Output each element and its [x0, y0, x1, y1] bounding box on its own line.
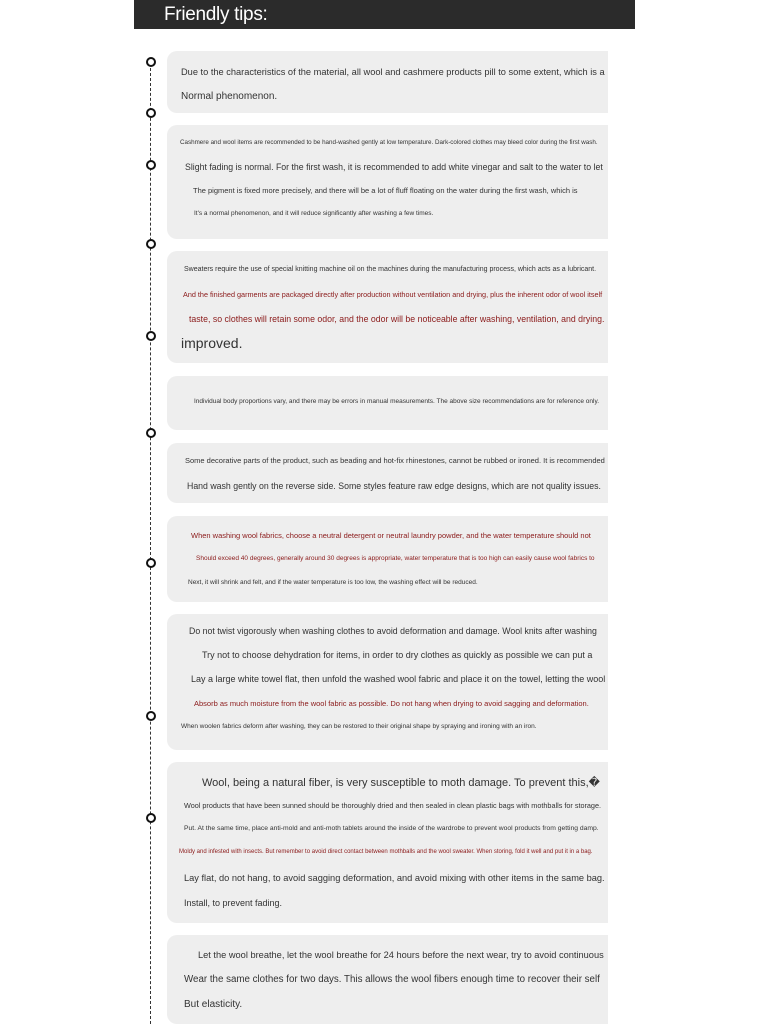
tip-line: When washing wool fabrics, choose a neutral detergent or neutral laundry powder, and the water temperature should not: [191, 531, 591, 540]
timeline-dot: [146, 57, 156, 67]
tip-card-4: [167, 376, 608, 430]
tip-line: When woolen fabrics deform after washing, they can be restored to their original shape by spraying and ironing with an iron.: [181, 723, 537, 730]
tip-line: Due to the characteristics of the material, all wool and cashmere products pill to some extent, which is a: [181, 67, 605, 77]
timeline-dot: [146, 160, 156, 170]
tip-line: Sweaters require the use of special knitting machine oil on the machines during the manufacturing process, which acts as a lubricant.: [184, 266, 597, 273]
timeline-dot: [146, 711, 156, 721]
tip-line: Let the wool breathe, let the wool breathe for 24 hours before the next wear, try to avoid continuous: [198, 950, 604, 960]
timeline-dot: [146, 813, 156, 823]
timeline-dot: [146, 428, 156, 438]
tip-line: Try not to choose dehydration for items, in order to dry clothes as quickly as possible we can put a: [202, 650, 593, 660]
tip-line: Should exceed 40 degrees, generally around 30 degrees is appropriate, water temperature that is too high can easily cause wool fabrics to: [196, 555, 595, 562]
tip-line: It's a normal phenomenon, and it will reduce significantly after washing a few times.: [194, 210, 434, 217]
tip-line: Individual body proportions vary, and there may be errors in manual measurements. The above size recommendations are for reference only.: [194, 398, 600, 405]
timeline-dot: [146, 239, 156, 249]
tip-line: Cashmere and wool items are recommended to be hand-washed gently at low temperature. Dark-colored clothes may bleed color during the first wash.: [180, 139, 598, 146]
tip-line: improved.: [181, 335, 243, 351]
tip-card-5: [167, 443, 608, 503]
timeline-dot: [146, 108, 156, 118]
tip-card-9: [167, 935, 608, 1024]
tip-line: Wool products that have been sunned should be thoroughly dried and then sealed in clean plastic bags with mothballs for storage.: [184, 801, 602, 810]
tip-line: And the finished garments are packaged directly after production without ventilation and drying, plus the inherent odor of wool itself: [183, 290, 603, 299]
tip-card-6: [167, 516, 608, 602]
tip-line: But elasticity.: [184, 999, 243, 1010]
tip-line: taste, so clothes will retain some odor, and the odor will be noticeable after washing, ventilation, and drying.: [189, 314, 605, 324]
page-title: Friendly tips:: [164, 4, 268, 25]
tip-card-7: [167, 614, 608, 750]
tip-card-1: [167, 51, 608, 113]
header-bar: [134, 0, 635, 29]
tip-line: Some decorative parts of the product, such as beading and hot-fix rhinestones, cannot be rubbed or ironed. It is recommended: [185, 456, 605, 465]
tip-line: Slight fading is normal. For the first wash, it is recommended to add white vinegar and salt to the water to let: [185, 162, 603, 172]
tip-card-2: [167, 125, 608, 239]
tip-line: Normal phenomenon.: [181, 91, 278, 102]
tip-line: Wear the same clothes for two days. This allows the wool fibers enough time to recover their self: [184, 974, 600, 985]
tip-line: Hand wash gently on the reverse side. Some styles feature raw edge designs, which are not quality issues.: [187, 481, 601, 491]
timeline-dot: [146, 558, 156, 568]
tip-line: Install, to prevent fading.: [184, 898, 283, 908]
tip-line: Do not twist vigorously when washing clothes to avoid deformation and damage. Wool knits after washing: [189, 626, 597, 636]
tip-line: Put. At the same time, place anti-mold and anti-moth tablets around the inside of the wardrobe to prevent wool products from getting damp.: [184, 825, 599, 832]
tip-card-8: [167, 762, 608, 923]
tip-card-3: [167, 251, 608, 363]
tip-line: Lay a large white towel flat, then unfold the washed wool fabric and place it on the towel, letting the wool: [191, 674, 606, 684]
tip-line: Wool, being a natural fiber, is very susceptible to moth damage. To prevent this,�: [202, 777, 600, 789]
tip-line: Moldy and infested with insects. But remember to avoid direct contact between mothballs and the wool sweater. When storing, fold it well and put it in a bag.: [179, 849, 593, 855]
tip-line: Absorb as much moisture from the wool fabric as possible. Do not hang when drying to avoid sagging and deformation.: [194, 699, 589, 708]
timeline-line: [150, 58, 151, 1024]
tip-line: Next, it will shrink and felt, and if the water temperature is too low, the washing effect will be reduced.: [188, 579, 478, 586]
tip-line: The pigment is fixed more precisely, and there will be a lot of fluff floating on the water during the first wash, which is: [193, 186, 578, 195]
timeline-dot: [146, 331, 156, 341]
tip-line: Lay flat, do not hang, to avoid sagging deformation, and avoid mixing with other items in the same bag.: [184, 873, 605, 883]
